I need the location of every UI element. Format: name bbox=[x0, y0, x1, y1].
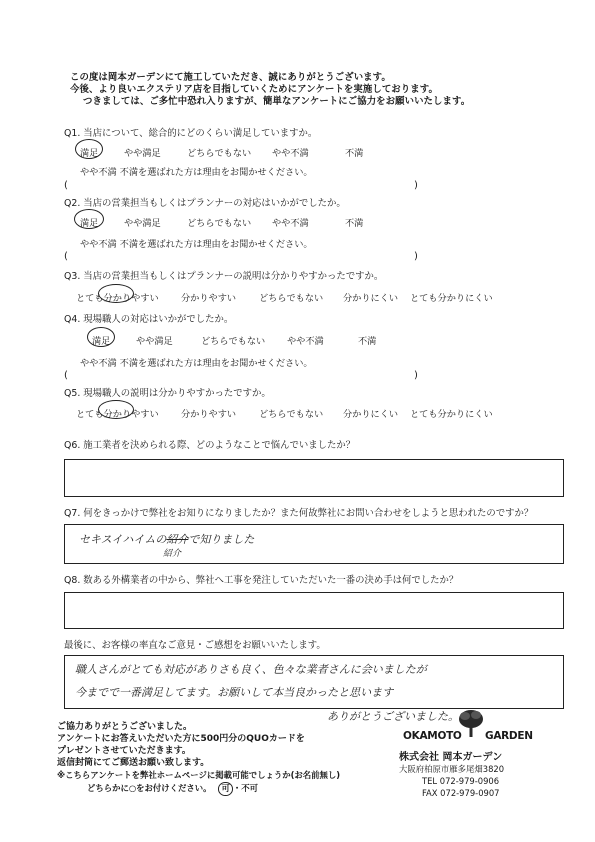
publish-yes-option[interactable]: 可 bbox=[218, 782, 232, 796]
intro-line-2: 今後、より良いエクステリア店を目指していくためにアンケートを実施しております。 bbox=[70, 84, 438, 95]
q8-answer-box[interactable] bbox=[64, 592, 564, 629]
footer-publish-choice-row bbox=[87, 782, 258, 796]
q2-reason-prompt: やや不満 不満を選ばれた方は理由をお聞かせください。 bbox=[80, 239, 313, 250]
q3-option-3[interactable]: どちらでもない bbox=[259, 293, 324, 304]
q7-answer-box[interactable] bbox=[64, 524, 564, 564]
company-tel: TEL 072-979-0906 bbox=[422, 776, 500, 786]
q2-option-1[interactable]: 満足 bbox=[80, 218, 99, 229]
footer-quo-line-2: プレゼントさせていただきます。 bbox=[57, 746, 191, 756]
q1-reason-close: ) bbox=[414, 180, 418, 191]
q2-option-3[interactable]: どちらでもない bbox=[187, 218, 252, 229]
q3-option-1[interactable]: とても分かりやすい bbox=[76, 293, 159, 304]
q2-reason-open: ( bbox=[64, 251, 68, 262]
q3-option-2[interactable]: 分かりやすい bbox=[181, 293, 237, 304]
q1-option-4[interactable]: やや不満 bbox=[272, 148, 309, 159]
final-question: 最後に、お客様の率直なご意見・ご感想をお願いいたします。 bbox=[64, 640, 326, 651]
q4-option-1[interactable]: 満足 bbox=[92, 336, 111, 347]
q7-answer: セキスイハイムの bbox=[79, 533, 167, 546]
q5-option-1[interactable]: とても分かりやすい bbox=[76, 409, 159, 420]
final-answer-line-3: ありがとうございました。 bbox=[327, 710, 459, 723]
q1-option-1[interactable]: 満足 bbox=[80, 148, 99, 159]
q7-answer-correction: 紹介 bbox=[163, 549, 182, 559]
q5-option-3[interactable]: どちらでもない bbox=[259, 409, 324, 420]
q4-option-5[interactable]: 不満 bbox=[358, 336, 377, 347]
q1-reason-prompt: やや不満 不満を選ばれた方は理由をお聞かせください。 bbox=[80, 167, 313, 178]
q7-answer-struck: 紹介 bbox=[166, 533, 189, 546]
q1-answer-circle bbox=[75, 139, 103, 159]
footer-thanks: ご協力ありがとうございました。 bbox=[57, 722, 193, 732]
q6-answer-box[interactable] bbox=[64, 459, 564, 497]
q5-option-4[interactable]: 分かりにくい bbox=[343, 409, 399, 420]
publish-no-option[interactable]: 不可 bbox=[241, 783, 258, 793]
final-answer-box[interactable] bbox=[64, 655, 564, 709]
q4-reason-open: ( bbox=[64, 370, 68, 381]
q4-reason-close: ) bbox=[414, 370, 418, 381]
q1-question: Q1. 当店について、総合的にどのくらい満足していますか。 bbox=[64, 128, 318, 139]
footer-quo-line-1: アンケートにお答えいただいた方に500円分のQUOカードを bbox=[57, 734, 305, 744]
q2-question: Q2. 当店の営業担当もしくはプランナーの対応はいかがでしたか。 bbox=[64, 198, 346, 209]
q3-question: Q3. 当店の営業担当もしくはプランナーの説明は分かりやすかったですか。 bbox=[64, 271, 384, 282]
q2-option-2[interactable]: やや満足 bbox=[124, 218, 161, 229]
publish-separator: ・ bbox=[232, 783, 242, 793]
q7-answer-tail: で知りました bbox=[188, 533, 255, 546]
logo-text-left: OKAMOTO bbox=[403, 730, 462, 742]
footer-publish-choice: どちらかに○をお付けください。 bbox=[87, 783, 212, 793]
q7-question: Q7. 何をきっかけで弊社をお知りになりましたか？また何故弊社にお問い合わせをしようと思われたのですか？ bbox=[64, 508, 534, 519]
q4-answer-circle bbox=[87, 327, 115, 347]
company-fax: FAX 072-979-0907 bbox=[422, 788, 500, 798]
q2-option-4[interactable]: やや不満 bbox=[272, 218, 309, 229]
q1-reason-open: ( bbox=[64, 180, 68, 191]
q2-option-5[interactable]: 不満 bbox=[345, 218, 364, 229]
q4-question: Q4. 現場職人の対応はいかがでしたか。 bbox=[64, 314, 234, 325]
q3-option-4[interactable]: 分かりにくい bbox=[343, 293, 399, 304]
final-answer-line-1: 職人さんがとても対応がありさも良く、色々な業者さんに会いましたが bbox=[75, 663, 427, 676]
q4-option-4[interactable]: やや不満 bbox=[287, 336, 324, 347]
q2-reason-close: ) bbox=[414, 251, 418, 262]
q4-reason-prompt: やや不満 不満を選ばれた方は理由をお聞かせください。 bbox=[80, 358, 313, 369]
final-answer-line-2: 今までで一番満足してます。お願いして本当良かったと思います bbox=[75, 686, 394, 699]
q5-option-2[interactable]: 分かりやすい bbox=[181, 409, 237, 420]
company-name: 株式会社 岡本ガーデン bbox=[399, 752, 503, 763]
q6-question: Q6. 施工業者を決められる際、どのようなことで悩んでいましたか？ bbox=[64, 440, 356, 451]
footer-envelope: 返信封筒にてご郵送お願い致します。 bbox=[57, 758, 210, 768]
q7-answer-line bbox=[79, 531, 254, 547]
q3-answer-circle bbox=[98, 284, 134, 303]
company-address: 大阪府柏原市雁多尾畑3820 bbox=[399, 764, 505, 774]
q1-option-5[interactable]: 不満 bbox=[345, 148, 364, 159]
footer-publish-question: ※こちらアンケートを弊社ホームページに掲載可能でしょうか(お名前無し) bbox=[57, 770, 341, 780]
logo-text-right: GARDEN bbox=[485, 730, 533, 742]
intro-line-1: この度は岡本ガーデンにて施工していただき、誠にありがとうございます。 bbox=[70, 72, 391, 83]
q5-option-5[interactable]: とても分かりにくい bbox=[410, 409, 493, 420]
company-logo bbox=[403, 708, 543, 744]
q1-option-2[interactable]: やや満足 bbox=[124, 148, 161, 159]
intro-line-3: つきましては、ご多忙中恐れ入りますが、簡単なアンケートにご協力をお願いいたします。 bbox=[83, 96, 471, 107]
q5-question: Q5. 現場職人の説明は分かりやすかったですか。 bbox=[64, 388, 271, 399]
q2-answer-circle bbox=[74, 209, 104, 229]
q1-option-3[interactable]: どちらでもない bbox=[187, 148, 252, 159]
q5-answer-circle bbox=[98, 400, 134, 419]
q8-question: Q8. 数ある外構業者の中から、弊社へ工事を発注していただいた一番の決め手は何でしたか？ bbox=[64, 575, 459, 586]
q3-option-5[interactable]: とても分かりにくい bbox=[410, 293, 493, 304]
q4-option-3[interactable]: どちらでもない bbox=[201, 336, 266, 347]
q4-option-2[interactable]: やや満足 bbox=[136, 336, 173, 347]
